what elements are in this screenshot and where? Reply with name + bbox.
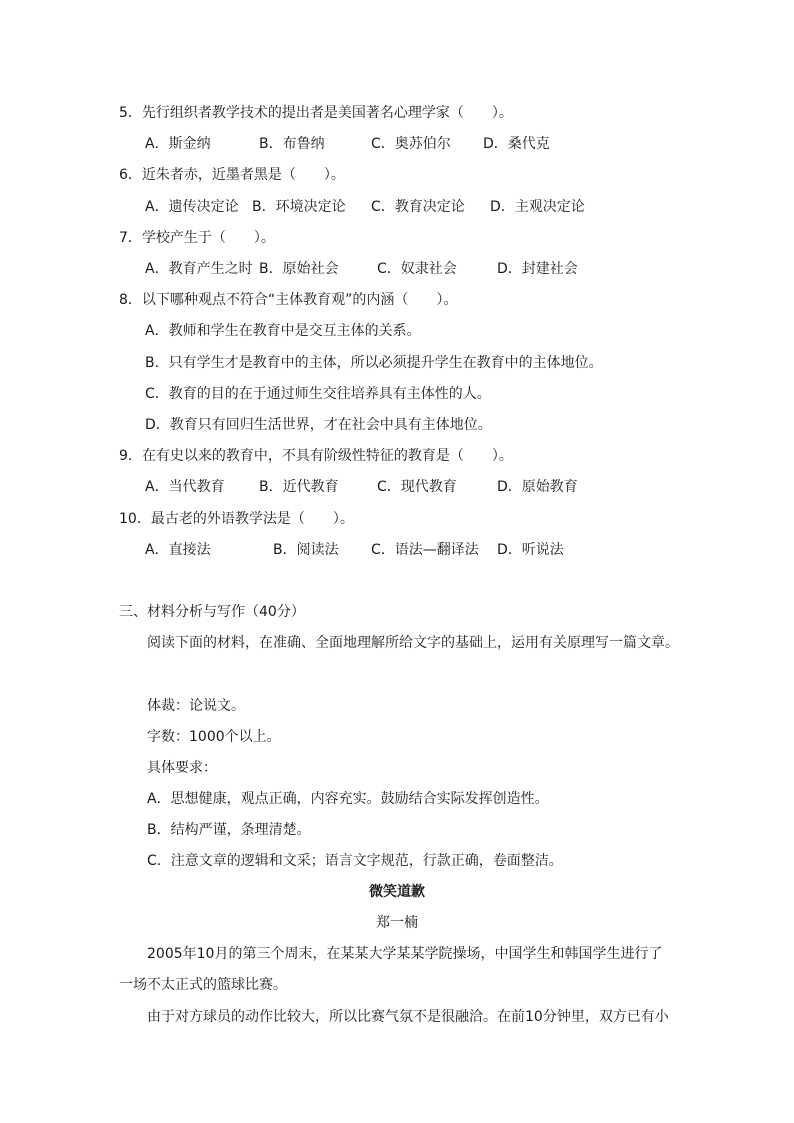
option-d: D．原始教育 (497, 479, 578, 495)
option-c: C．现代教育 (377, 479, 457, 495)
question-8-option-a: A．教师和学生在教育中是交互主体的关系。 (145, 323, 421, 339)
question-9-stem: 9．在有史以来的教育中，不具有阶级性特征的教育是（ ）。 (119, 448, 513, 464)
option-b: B．阅读法 (273, 542, 339, 558)
option-c: C．语法—翻译法 (371, 542, 479, 558)
genre-requirement: 体裁：论说文。 (147, 698, 245, 714)
requirements-label: 具体要求： (147, 760, 217, 776)
article-paragraph-1-line-2: 一场不太正式的篮球比赛。 (119, 977, 287, 993)
article-author: 郑一楠 (376, 915, 418, 931)
requirement-b: B．结构严谨，条理清楚。 (147, 822, 311, 838)
option-d: D．桑代克 (483, 136, 550, 152)
option-b: B．布鲁纳 (259, 136, 325, 152)
section-heading: 三、材料分析与写作（40分） (119, 604, 305, 620)
requirement-c: C．注意文章的逻辑和文采；语言文字规范，行款正确，卷面整洁。 (147, 853, 563, 869)
article-title: 微笑道歉 (369, 884, 425, 900)
requirement-a: A．思想健康，观点正确，内容充实。鼓励结合实际发挥创造性。 (147, 791, 549, 807)
option-c: C．奥苏伯尔 (371, 136, 451, 152)
option-a: A．当代教育 (145, 479, 225, 495)
question-8-option-c: C．教育的目的在于通过师生交往培养具有主体性的人。 (145, 386, 491, 402)
option-b: B．近代教育 (259, 479, 339, 495)
option-b: B．环境决定论 (252, 199, 346, 215)
question-10-stem: 10．最古老的外语教学法是（ ）。 (119, 511, 354, 527)
question-8-option-b: B．只有学生才是教育中的主体，所以必须提升学生在教育中的主体地位。 (145, 355, 603, 371)
option-a: A．斯金纳 (145, 136, 211, 152)
article-paragraph-2-line-1: 由于对方球员的动作比较大，所以比赛气氛不是很融洽。在前10分钟里，双方已有小 (147, 1009, 669, 1025)
option-a: A．直接法 (145, 542, 211, 558)
option-d: D．听说法 (497, 542, 564, 558)
question-6-stem: 6．近朱者赤，近墨者黑是（ ）。 (119, 167, 345, 183)
word-count-requirement: 字数：1000个以上。 (147, 729, 281, 745)
section-instruction: 阅读下面的材料，在准确、全面地理解所给文字的基础上，运用有关原理写一篇文章。 (147, 635, 679, 651)
question-7-stem: 7．学校产生于（ ）。 (119, 230, 275, 246)
question-8-option-d: D．教育只有回归生活世界，才在社会中具有主体地位。 (145, 417, 492, 433)
option-a: A．遗传决定论 (145, 199, 239, 215)
option-d: D．主观决定论 (490, 199, 585, 215)
option-a: A．教育产生之时 (145, 261, 253, 277)
option-c: C．教育决定论 (371, 199, 465, 215)
article-paragraph-1-line-1: 2005年10月的第三个周末，在某某大学某某学院操场，中国学生和韩国学生进行了 (147, 946, 663, 962)
option-b: B．原始社会 (259, 261, 339, 277)
question-5-stem: 5．先行组织者教学技术的提出者是美国著名心理学家（ ）。 (119, 105, 513, 121)
option-d: D．封建社会 (497, 261, 578, 277)
option-c: C．奴隶社会 (377, 261, 457, 277)
question-8-stem: 8．以下哪种观点不符合“主体教育观”的内涵（ ）。 (119, 292, 458, 308)
